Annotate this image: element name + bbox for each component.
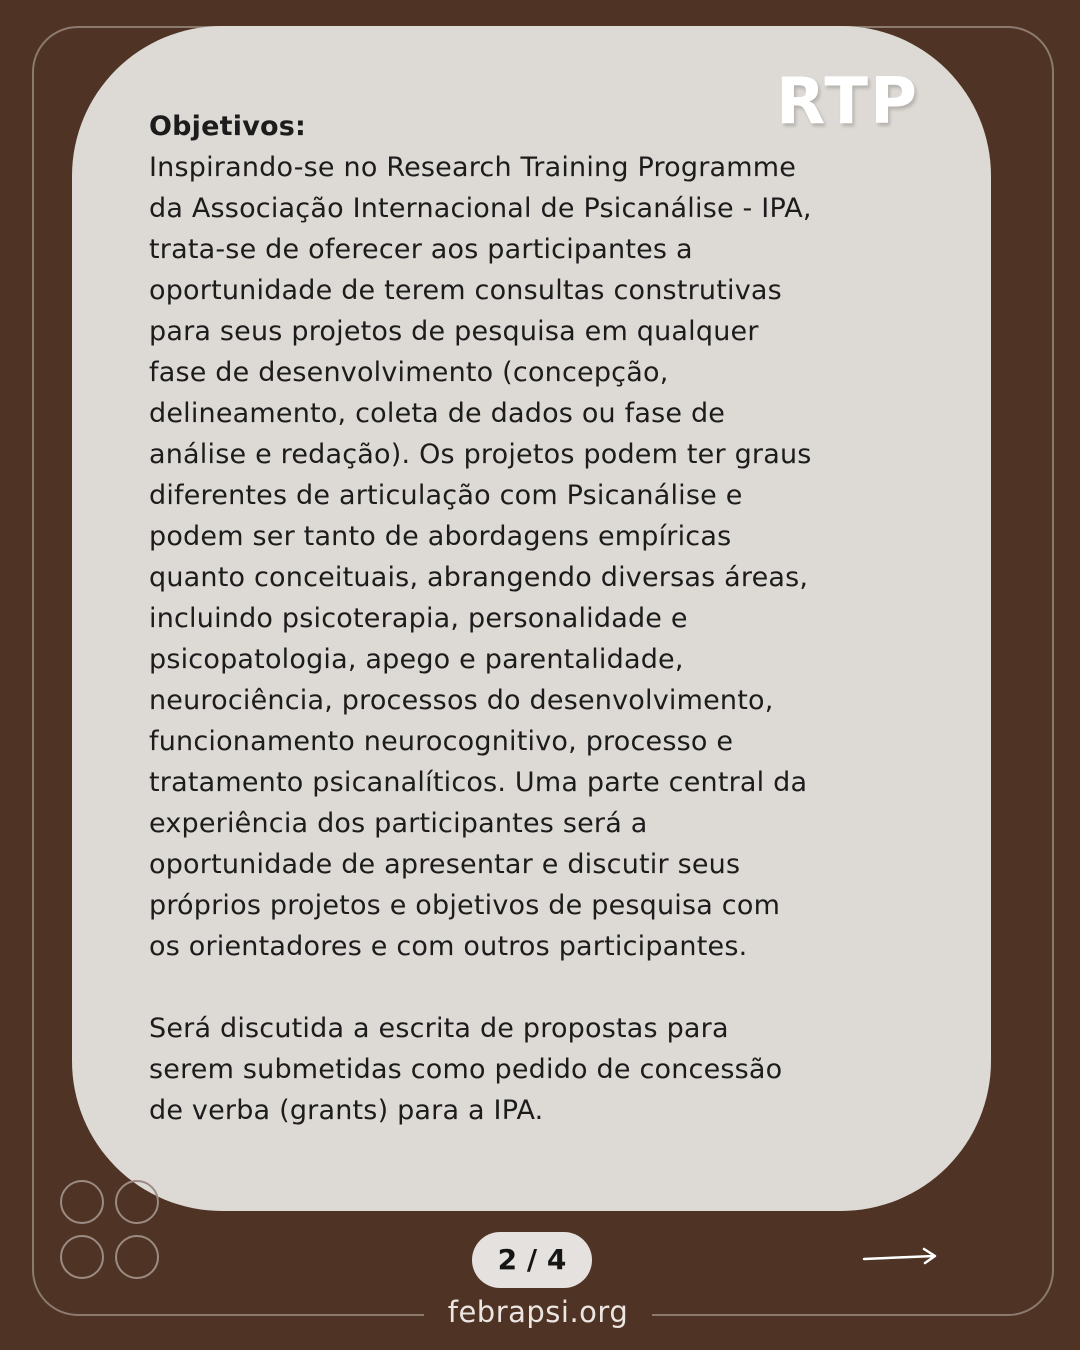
website-link[interactable]: febrapsi.org	[447, 1295, 629, 1329]
text-line: os orientadores e com outros participantes.	[149, 931, 748, 962]
text-line: tratamento psicanalíticos. Uma parte central da	[149, 767, 808, 798]
text-line: podem ser tanto de abordagens empíricas	[149, 521, 732, 552]
circle-icon	[115, 1180, 159, 1224]
text-line: funcionamento neurocognitivo, processo e	[149, 726, 734, 757]
page-indicator: 2 / 4	[472, 1232, 592, 1288]
section-heading: Objetivos:	[149, 111, 307, 142]
paragraph-gap	[149, 967, 949, 1008]
text-line: trata-se de oferecer aos participantes a	[149, 234, 693, 265]
paragraph-1	[149, 147, 949, 967]
text-line: psicopatologia, apego e parentalidade,	[149, 644, 684, 675]
circle-icon	[60, 1180, 104, 1224]
text-line: delineamento, coleta de dados ou fase de	[149, 398, 726, 429]
text-line: incluindo psicoterapia, personalidade e	[149, 603, 688, 634]
text-line: diferentes de articulação com Psicanálise e	[149, 480, 743, 511]
text-line: de verba (grants) para a IPA.	[149, 1095, 544, 1126]
text-line: experiência dos participantes será a	[149, 808, 648, 839]
text-line: Será discutida a escrita de propostas para	[149, 1013, 729, 1044]
text-line: Inspirando-se no Research Training Programme	[149, 152, 797, 183]
arrow-right-icon[interactable]	[862, 1244, 940, 1270]
text-line: da Associação Internacional de Psicanálise - IPA,	[149, 193, 812, 224]
text-line: serem submetidas como pedido de concessão	[149, 1054, 783, 1085]
circle-icon	[115, 1235, 159, 1279]
circles-decoration-icon	[58, 1178, 166, 1284]
text-line: análise e redação). Os projetos podem ter graus	[149, 439, 812, 470]
body-text	[149, 106, 949, 1131]
text-line: neurociência, processos do desenvolvimento,	[149, 685, 774, 716]
text-line: próprios projetos e objetivos de pesquisa com	[149, 890, 781, 921]
brand-logo-text: RTP	[776, 65, 919, 139]
paragraph-2	[149, 1008, 949, 1131]
text-line: oportunidade de terem consultas construtivas	[149, 275, 782, 306]
text-line: para seus projetos de pesquisa em qualquer	[149, 316, 759, 347]
text-line: fase de desenvolvimento (concepção,	[149, 357, 669, 388]
text-line: quanto conceituais, abrangendo diversas áreas,	[149, 562, 809, 593]
text-line: oportunidade de apresentar e discutir seus	[149, 849, 741, 880]
circle-icon	[60, 1235, 104, 1279]
